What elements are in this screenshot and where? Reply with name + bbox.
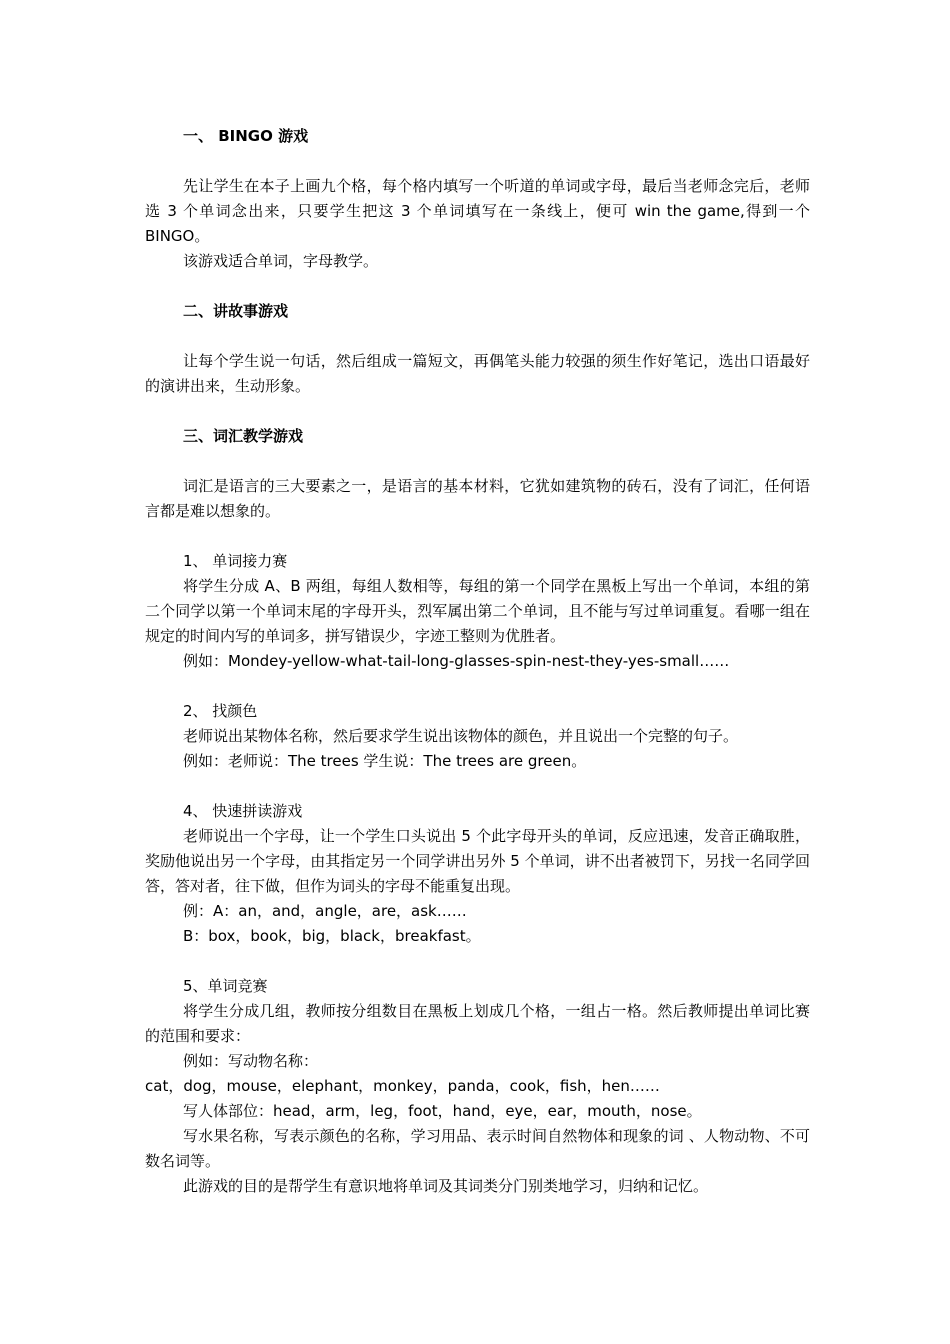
paragraph: 词汇是语言的三大要素之一，是语言的基本材料，它犹如建筑物的砖石，没有了词汇，任何语言都是难以想象的。 xyxy=(145,477,810,520)
section-heading-story: 二、讲故事游戏 xyxy=(183,302,289,320)
example-line: 例如：写动物名称： xyxy=(183,1052,319,1070)
example-line: 例如：老师说：The trees 学生说：The trees are green。 xyxy=(183,752,587,770)
game-title-competition: 5、单词竞赛 xyxy=(183,977,268,995)
game-title-spelling: 4、 快速拼读游戏 xyxy=(183,802,303,820)
example-line: 例如：Mondey-yellow-what-tail-long-glasses-spin-nest-they-yes-small…… xyxy=(183,652,730,670)
paragraph: 此游戏的目的是帮学生有意识地将单词及其词类分门别类地学习，归纳和记忆。 xyxy=(183,1177,709,1195)
game-title-relay: 1、 单词接力赛 xyxy=(183,552,288,570)
document-body xyxy=(145,124,810,1199)
section-heading-bingo: 一、 BINGO 游戏 xyxy=(183,127,309,145)
example-line: 写人体部位：head，arm，leg，foot，hand，eye，ear，mouth，nose。 xyxy=(183,1102,702,1120)
paragraph: 写水果名称，写表示颜色的名称，学习用品、表示时间自然物体和现象的词 、人物动物、不可数名词等。 xyxy=(145,1127,810,1170)
paragraph: 将学生分成 A、B 两组，每组人数相等，每组的第一个同学在黑板上写出一个单词，本组的第二个同学以第一个单词末尾的字母开头，烈军属出第二个单词，且不能与写过单词重复。看哪一组在规定的时间内写的单词多，拼写错误少，字迹工整则为优胜者。 xyxy=(145,577,810,645)
section-heading-vocabulary: 三、词汇教学游戏 xyxy=(183,427,304,445)
example-line: 例：A：an，and，angle，are，ask…… xyxy=(183,902,467,920)
paragraph: 老师说出一个字母，让一个学生口头说出 5 个此字母开头的单词，反应迅速，发音正确取胜，奖励他说出另一个字母，由其指定另一个同学讲出另外 5 个单词，讲不出者被罚下，另找一名同学回答，答对者，往下做，但作为词头的字母不能重复出现。 xyxy=(145,827,810,895)
paragraph: 老师说出某物体名称，然后要求学生说出该物体的颜色，并且说出一个完整的句子。 xyxy=(183,727,739,745)
example-line: B：box，book，big，black，breakfast。 xyxy=(183,927,481,945)
paragraph: 该游戏适合单词，字母教学。 xyxy=(183,252,379,270)
paragraph: 让每个学生说一句话，然后组成一篇短文，再偶笔头能力较强的须生作好笔记，选出口语最好的演讲出来，生动形象。 xyxy=(145,352,810,395)
paragraph: 先让学生在本子上画九个格，每个格内填写一个听道的单词或字母，最后当老师念完后，老师选 3 个单词念出来，只要学生把这 3 个单词填写在一条线上，便可 win the game,得到一个 BINGO。 xyxy=(145,177,810,245)
paragraph: 将学生分成几组，教师按分组数目在黑板上划成几个格，一组占一格。然后教师提出单词比赛的范围和要求： xyxy=(145,1002,810,1045)
game-title-colors: 2、 找颜色 xyxy=(183,702,258,720)
example-line: cat，dog，mouse，elephant，monkey，panda，cook，fish，hen…… xyxy=(145,1077,660,1095)
